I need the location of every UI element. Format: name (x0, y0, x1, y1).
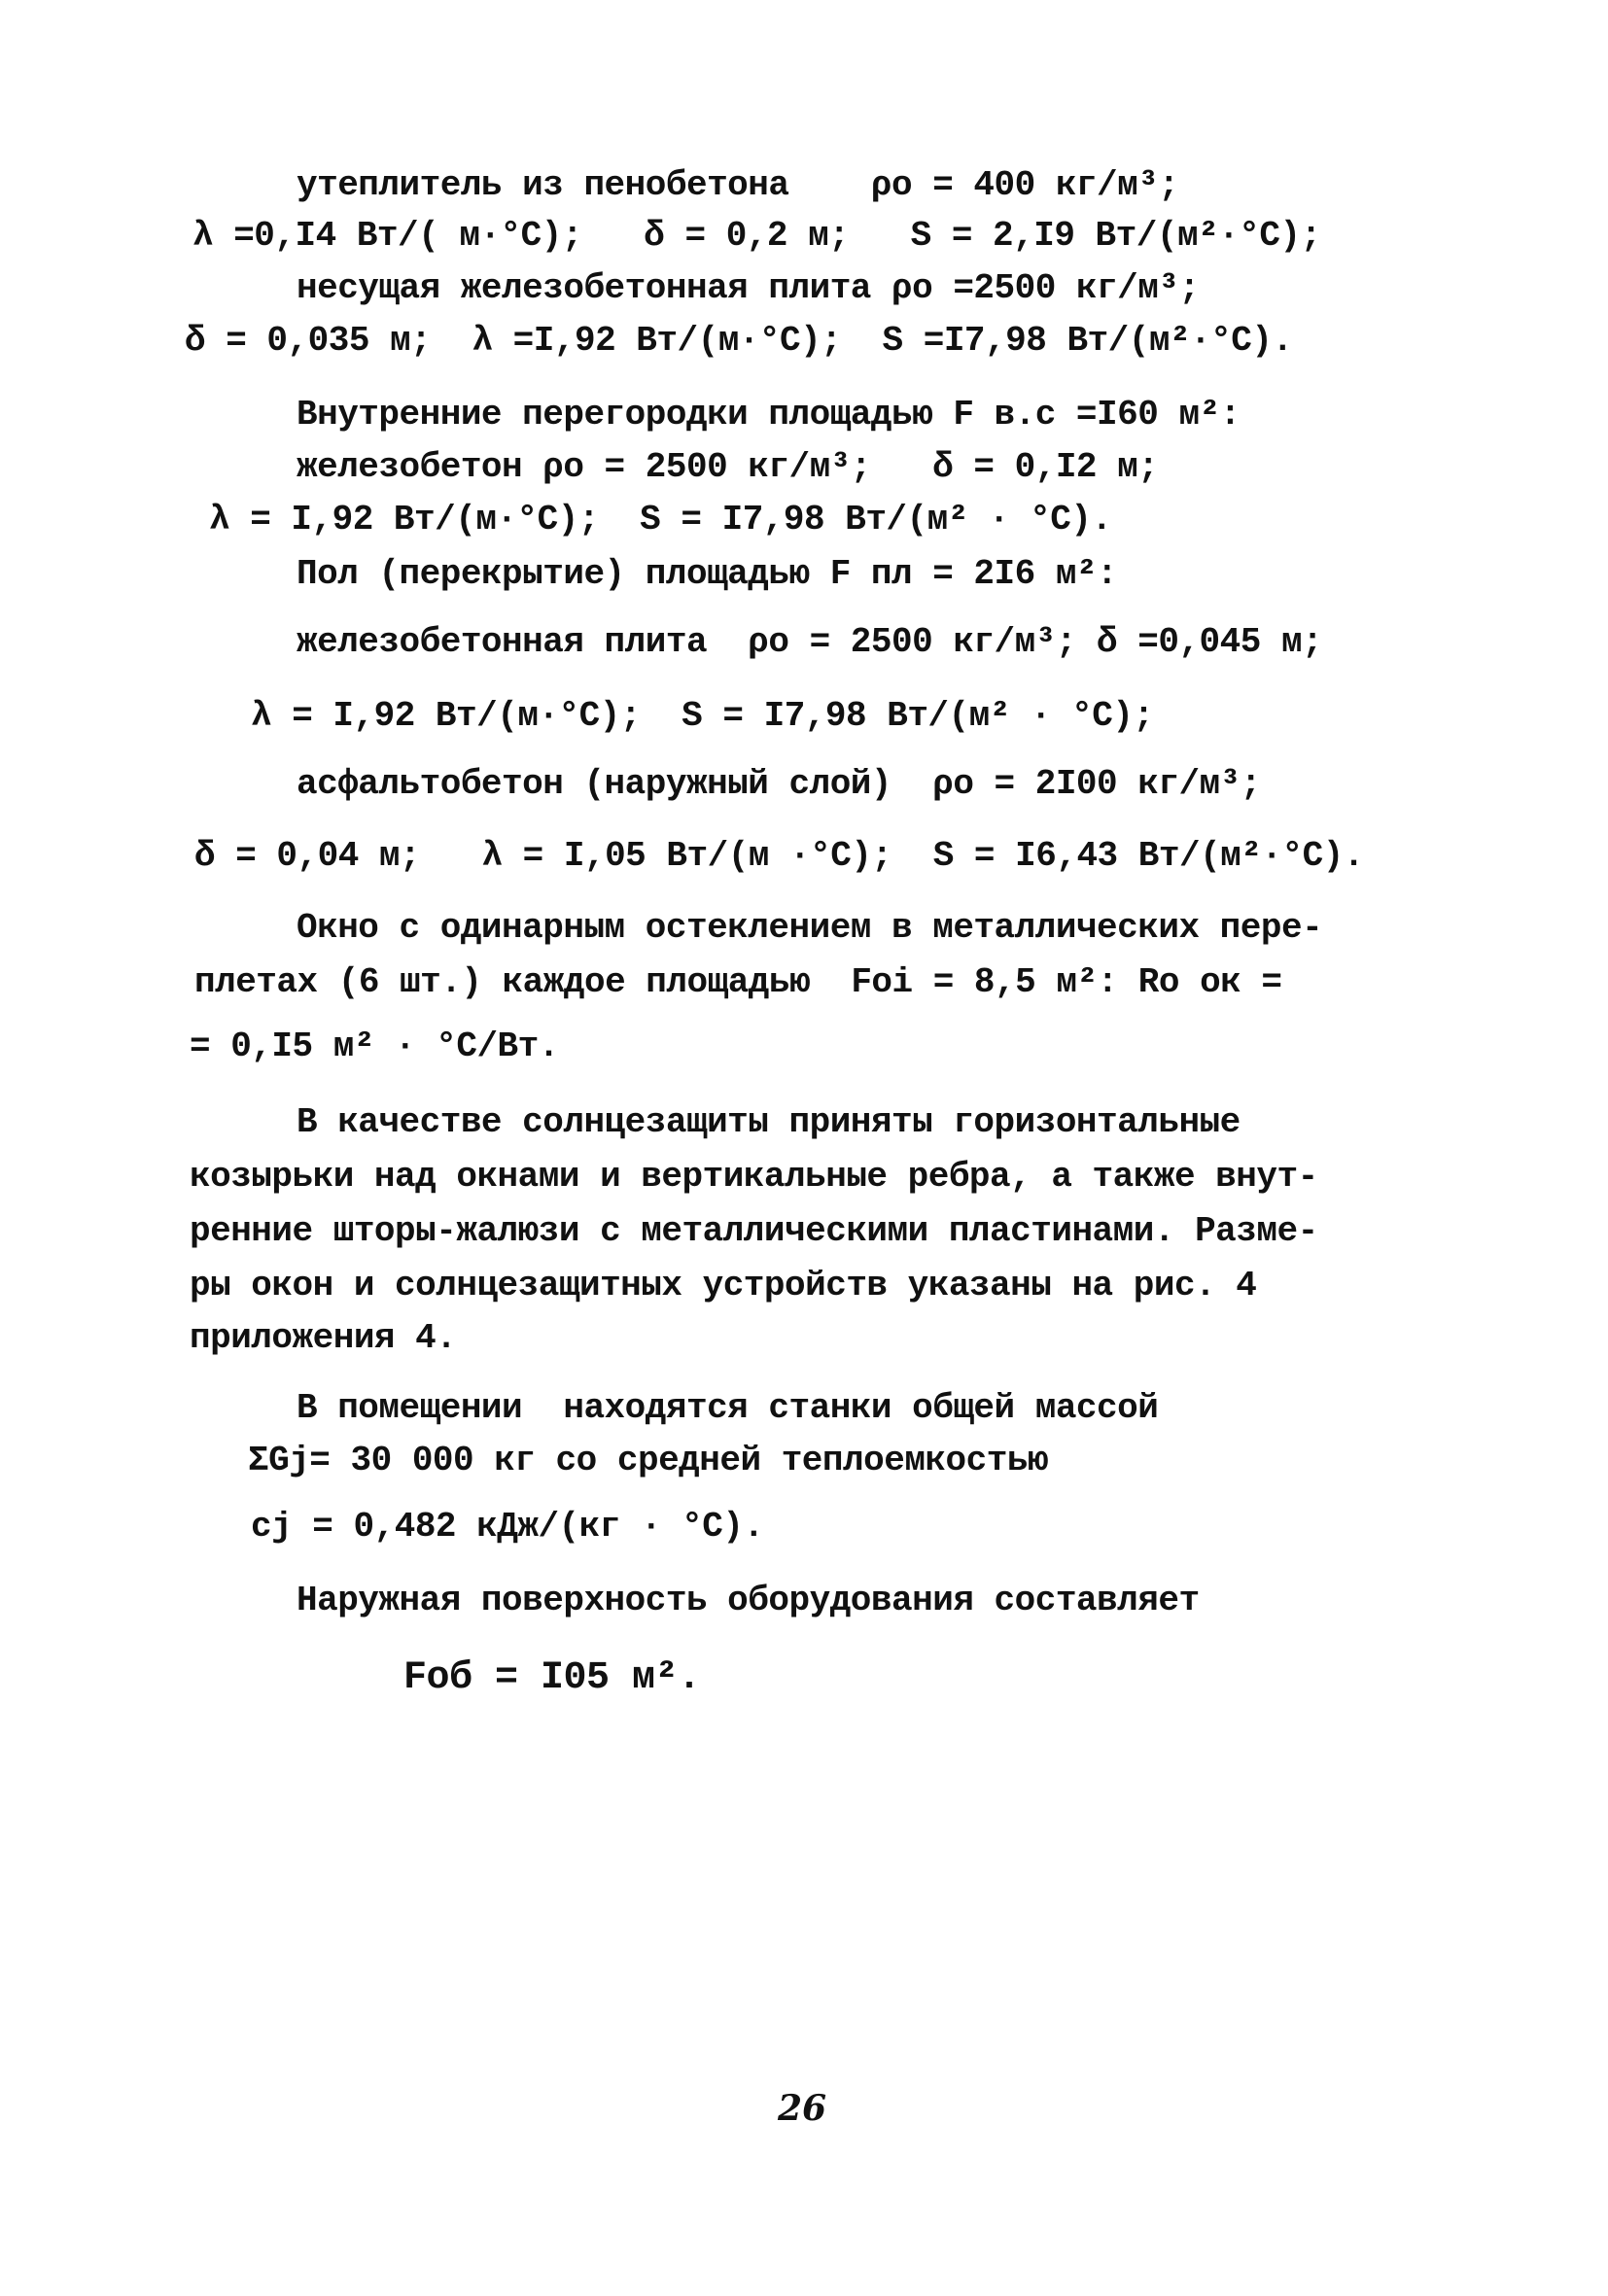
text-line-2: λ =0,I4 Вт/( м·°С); δ = 0,2 м; S = 2,I9 Вт/(м²·°С); (192, 216, 1321, 256)
text-line-16: В качестве солнцезащиты приняты горизонтальные (297, 1102, 1241, 1142)
text-line-6: железобетон ρо = 2500 кг/м³; δ = 0,I2 м; (297, 447, 1159, 487)
text-line-8: Пол (перекрытие) площадью F пл = 2I6 м²: (297, 554, 1118, 594)
text-line-12: δ = 0,04 м; λ = I,05 Вт/(м ·°С); S = I6,43 Вт/(м²·°С). (194, 836, 1364, 876)
text-line-23: cj = 0,482 кДж/(кг · °С). (251, 1507, 764, 1547)
text-line-1: утеплитель из пенобетона ρо = 400 кг/м³; (297, 165, 1179, 205)
text-line-3: несущая железобетонная плита ρо =2500 кг/м³; (297, 268, 1200, 308)
text-line-17: козырьки над окнами и вертикальные ребра, а также внут- (190, 1157, 1318, 1197)
text-line-5: Внутренние перегородки площадью F в.с =I60 м²: (297, 395, 1241, 435)
text-line-14: плетах (6 шт.) каждое площадью Fоi = 8,5 м²: Rо ок = (194, 962, 1282, 1002)
text-line-20: приложения 4. (190, 1318, 457, 1358)
text-line-22: ΣGj= 30 000 кг со средней теплоемкостью (248, 1441, 1049, 1480)
text-line-18: ренние шторы-жалюзи с металлическими пластинами. Разме- (190, 1211, 1318, 1251)
text-line-24: Наружная поверхность оборудования составляет (297, 1581, 1200, 1620)
text-line-4: δ = 0,035 м; λ =I,92 Вт/(м·°С); S =I7,98 Вт/(м²·°С). (185, 321, 1293, 361)
text-line-9: железобетонная плита ρо = 2500 кг/м³; δ =0,045 м; (297, 622, 1323, 662)
text-line-19: ры окон и солнцезащитных устройств указаны на рис. 4 (190, 1266, 1257, 1305)
text-line-11: асфальтобетон (наружный слой) ρо = 2I00 кг/м³; (297, 764, 1261, 804)
text-line-13: Окно с одинарным остеклением в металлических пере- (297, 908, 1323, 948)
text-line-10: λ = I,92 Вт/(м·°С); S = I7,98 Вт/(м² · °С); (251, 696, 1154, 736)
text-line-25: Fоб = I05 м². (403, 1656, 701, 1700)
text-line-7: λ = I,92 Вт/(м·°С); S = I7,98 Вт/(м² · °С). (209, 500, 1112, 539)
page-number: 26 (778, 2088, 827, 2129)
text-line-15: = 0,I5 м² · °С/Вт. (190, 1026, 559, 1066)
text-line-21: В помещении находятся станки общей массой (297, 1388, 1159, 1428)
